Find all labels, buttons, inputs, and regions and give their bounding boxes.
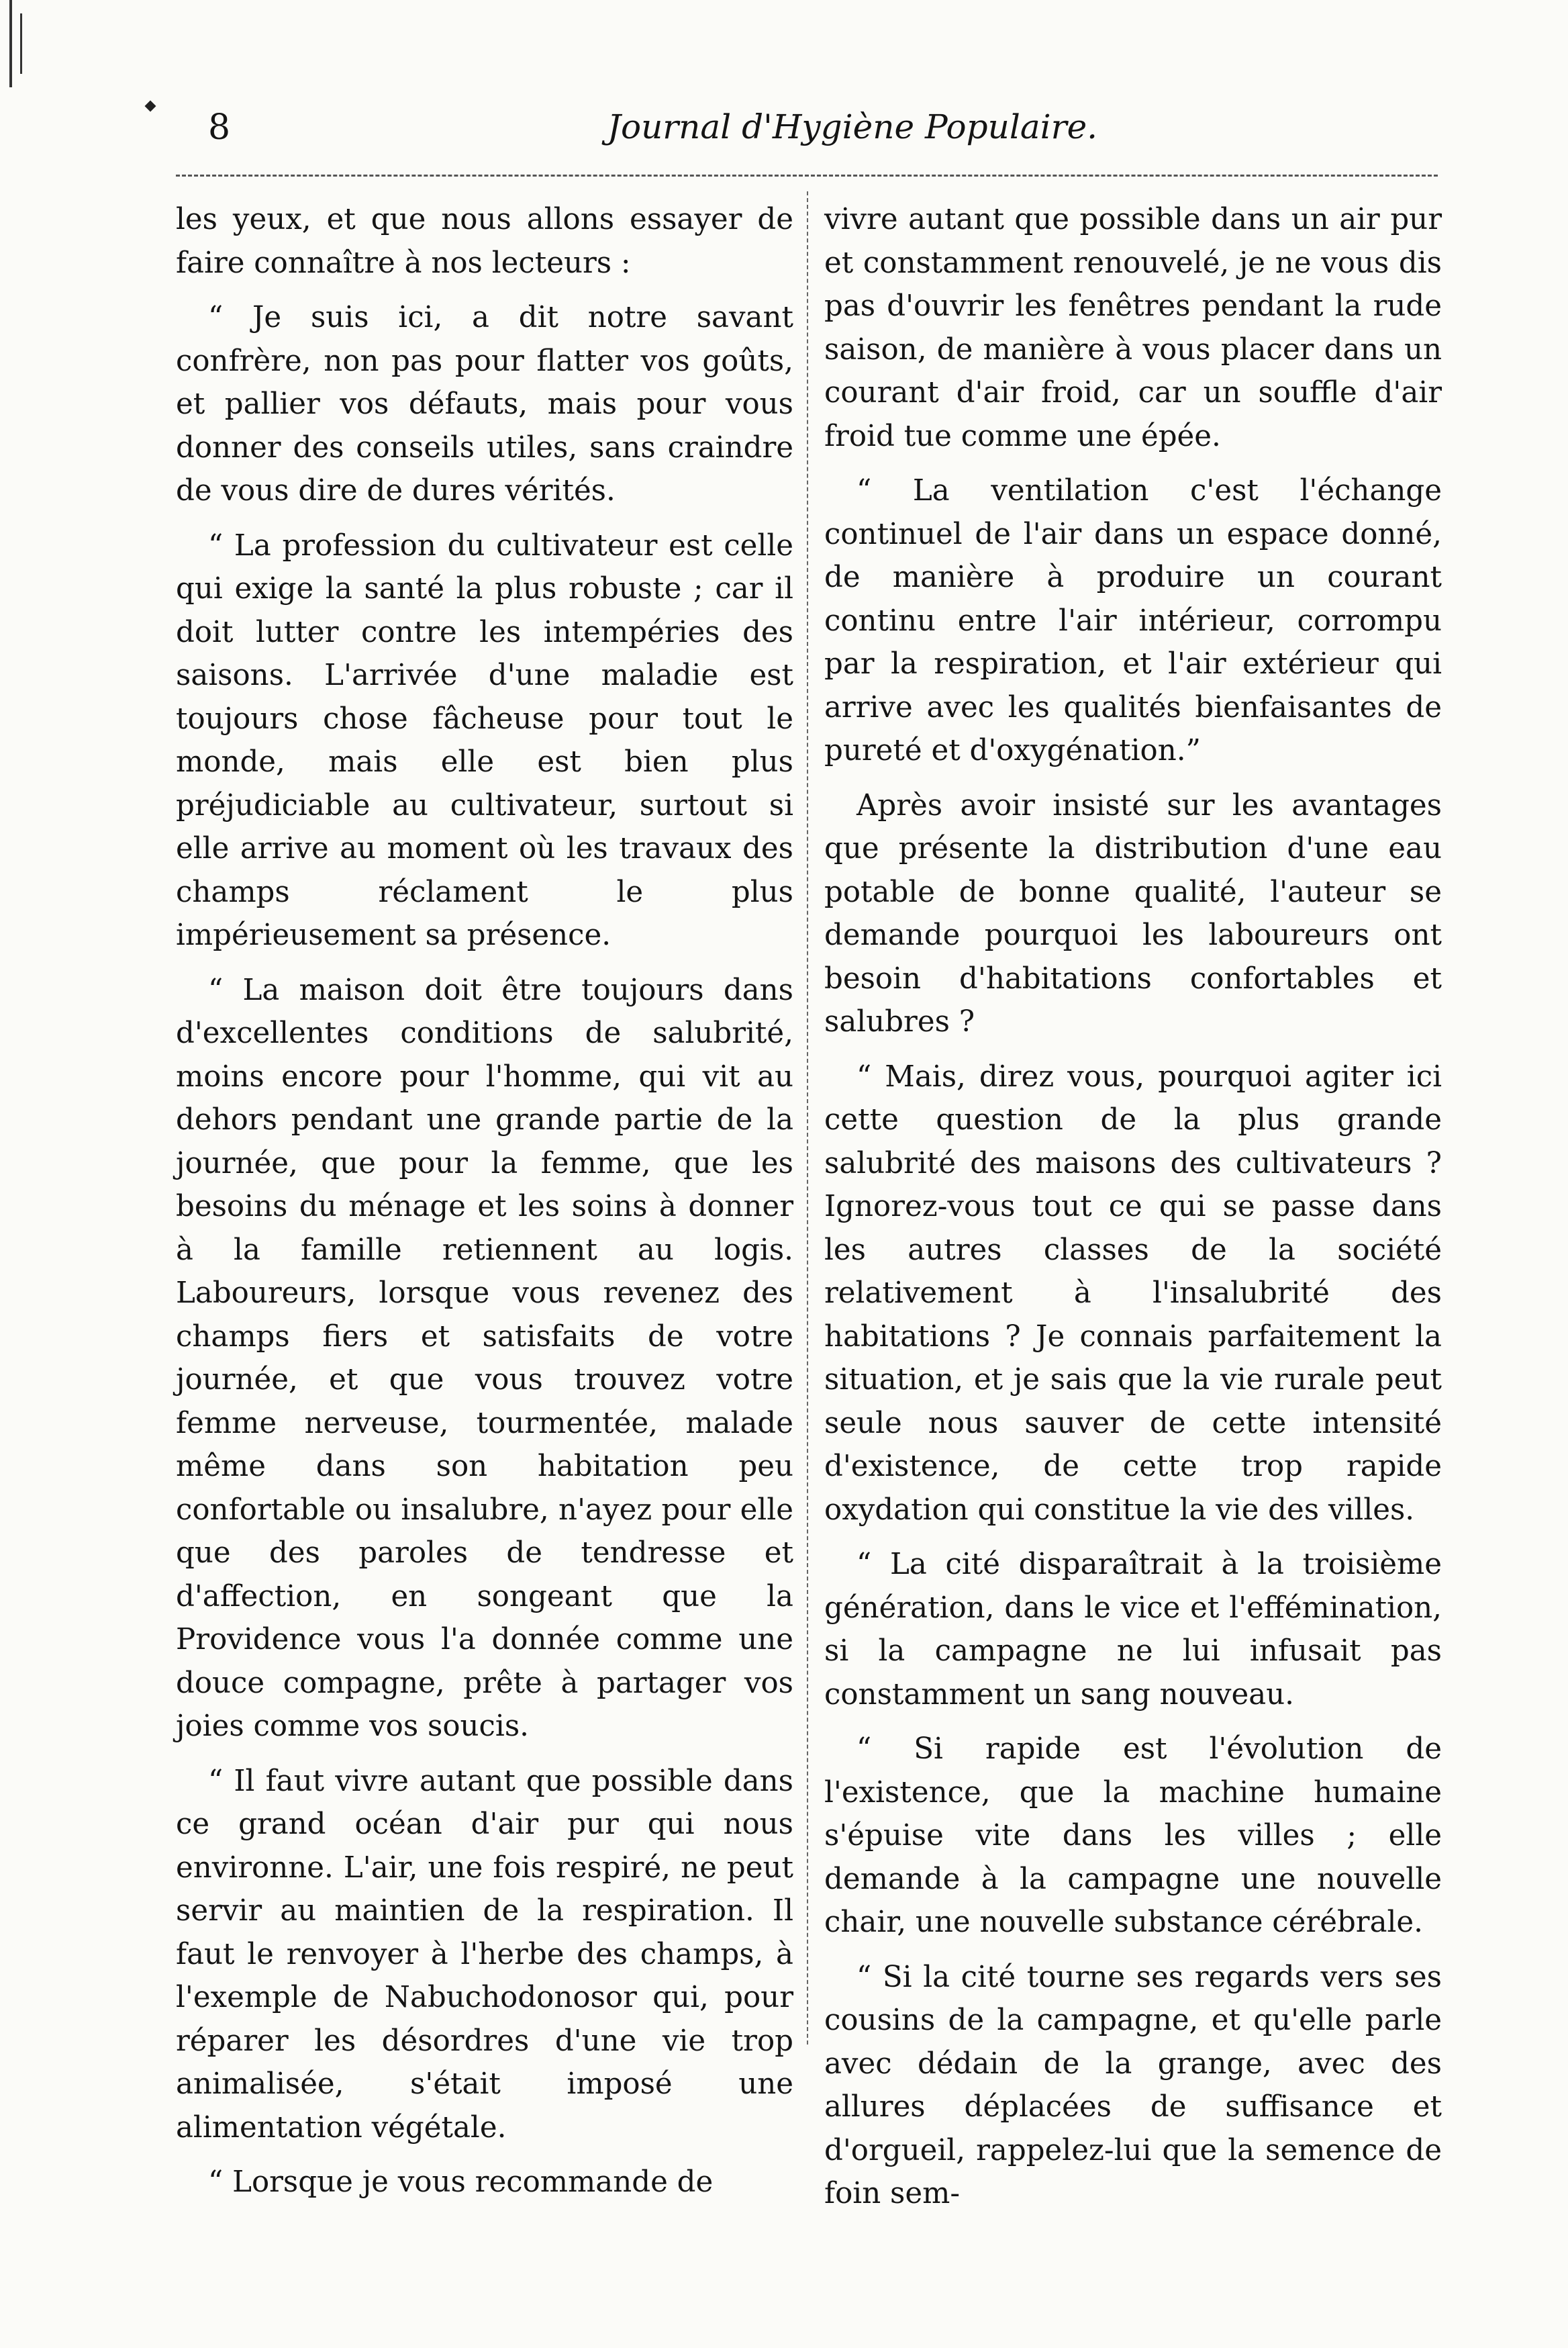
page-number: 8 [208, 107, 231, 148]
paragraph: “ La profession du cultivateur est celle qui exige la santé la plus robuste ; car il doit lutter contre les intempéries des saisons. L'arrivée d'une maladie est toujours chose fâcheuse pour tout le monde, mais elle est bien plus préjudiciable au cultivateur, surtout si elle arrive au moment où les travaux des champs réclament le plus impérieusement sa présence. [176, 528, 793, 952]
left-column [176, 198, 793, 2216]
paragraph: “ Si la cité tourne ses regards vers ses cousins de la campagne, et qu'elle parle avec dédain de la grange, avec des allures déplacées de suffisance et d'orgueil, rappelez-lui que la semence de foin sem- [824, 1960, 1442, 2210]
paragraph: Après avoir insisté sur les avantages que présente la distribution d'une eau potable de bonne qualité, l'auteur se demande pourquoi les laboureurs ont besoin d'habitations confortables et salubres ? [824, 788, 1442, 1039]
paragraph: “ Lorsque je vous recommande de [208, 2165, 714, 2199]
page-header [154, 107, 1450, 161]
paragraph: “ Mais, direz vous, pourquoi agiter ici cette question de la plus grande salubrité des maisons des cultivateurs ? Ignorez-vous tout ce qui se passe dans les autres classes de la société relativement à l'insalubrité des habitations ? Je connais parfaitement la situation, et je sais que la vie rurale peut seule nous sauver de cette intensité d'existence, de cette trop rapide oxydation qui constitue la vie des villes. [824, 1060, 1442, 1527]
header-rule [176, 175, 1438, 177]
running-title: Journal d'Hygiène Populaire. [607, 107, 1098, 146]
column-divider [807, 191, 808, 2045]
paragraph: “ Si rapide est l'évolution de l'existence, que la machine humaine s'épuise vite dans les villes ; elle demande à la campagne une nouvelle chair, une nouvelle substance cérébrale. [824, 1732, 1442, 1939]
paragraph: “ Il faut vivre autant que possible dans ce grand océan d'air pur qui nous environne. L'air, une fois respiré, ne peut servir au maintien de la respiration. Il faut le renvoyer à l'herbe des champs, à l'exemple de Nabuchodonosor qui, pour réparer les désordres d'une vie trop animalisée, s'était imposé une alimentation végétale. [176, 1764, 793, 2145]
paragraph: les yeux, et que nous allons essayer de faire connaître à nos lecteurs : [176, 203, 793, 280]
paragraph: “ La maison doit être toujours dans d'excellentes conditions de salubrité, moins encore pour l'homme, qui vit au dehors pendant une grande partie de la journée, que pour la femme, que les besoins du ménage et les soins à donner à la famille retiennent au logis. Laboureurs, lorsque vous revenez des champs fiers et satisfaits de votre journée, et que vous trouvez votre femme nerveuse, tourmentée, malade même dans son habitation peu confortable ou insalubre, n'ayez pour elle que des paroles de tendresse et d'affection, en songeant que la Providence vous l'a donnée comme une douce compagne, prête à partager vos joies comme vos soucis. [176, 973, 793, 1743]
right-column [824, 198, 1442, 2227]
scan-edge-mark [20, 13, 22, 74]
paragraph: “ La ventilation c'est l'échange continuel de l'air dans un espace donné, de manière à produire un courant continu entre l'air intérieur, corrompu par la respiration, et l'air extérieur qui arrive avec les qualités bienfaisantes de pureté et d'oxygénation.” [824, 474, 1442, 767]
scan-edge-mark [9, 0, 12, 87]
paragraph: “ La cité disparaîtrait à la troisième génération, dans le vice et l'effémination, si la campagne ne lui infusait pas constamment un sang nouveau. [824, 1548, 1442, 1711]
paragraph: “ Je suis ici, a dit notre savant confrère, non pas pour flatter vos goûts, et pallier vos défauts, mais pour vous donner des conseils utiles, sans craindre de vous dire de dures vérités. [176, 301, 793, 508]
paragraph: vivre autant que possible dans un air pur et constamment renouvelé, je ne vous dis pas d'ouvrir les fenêtres pendant la rude saison, de manière à vous placer dans un courant d'air froid, car un souffle d'air froid tue comme une épée. [824, 203, 1442, 453]
